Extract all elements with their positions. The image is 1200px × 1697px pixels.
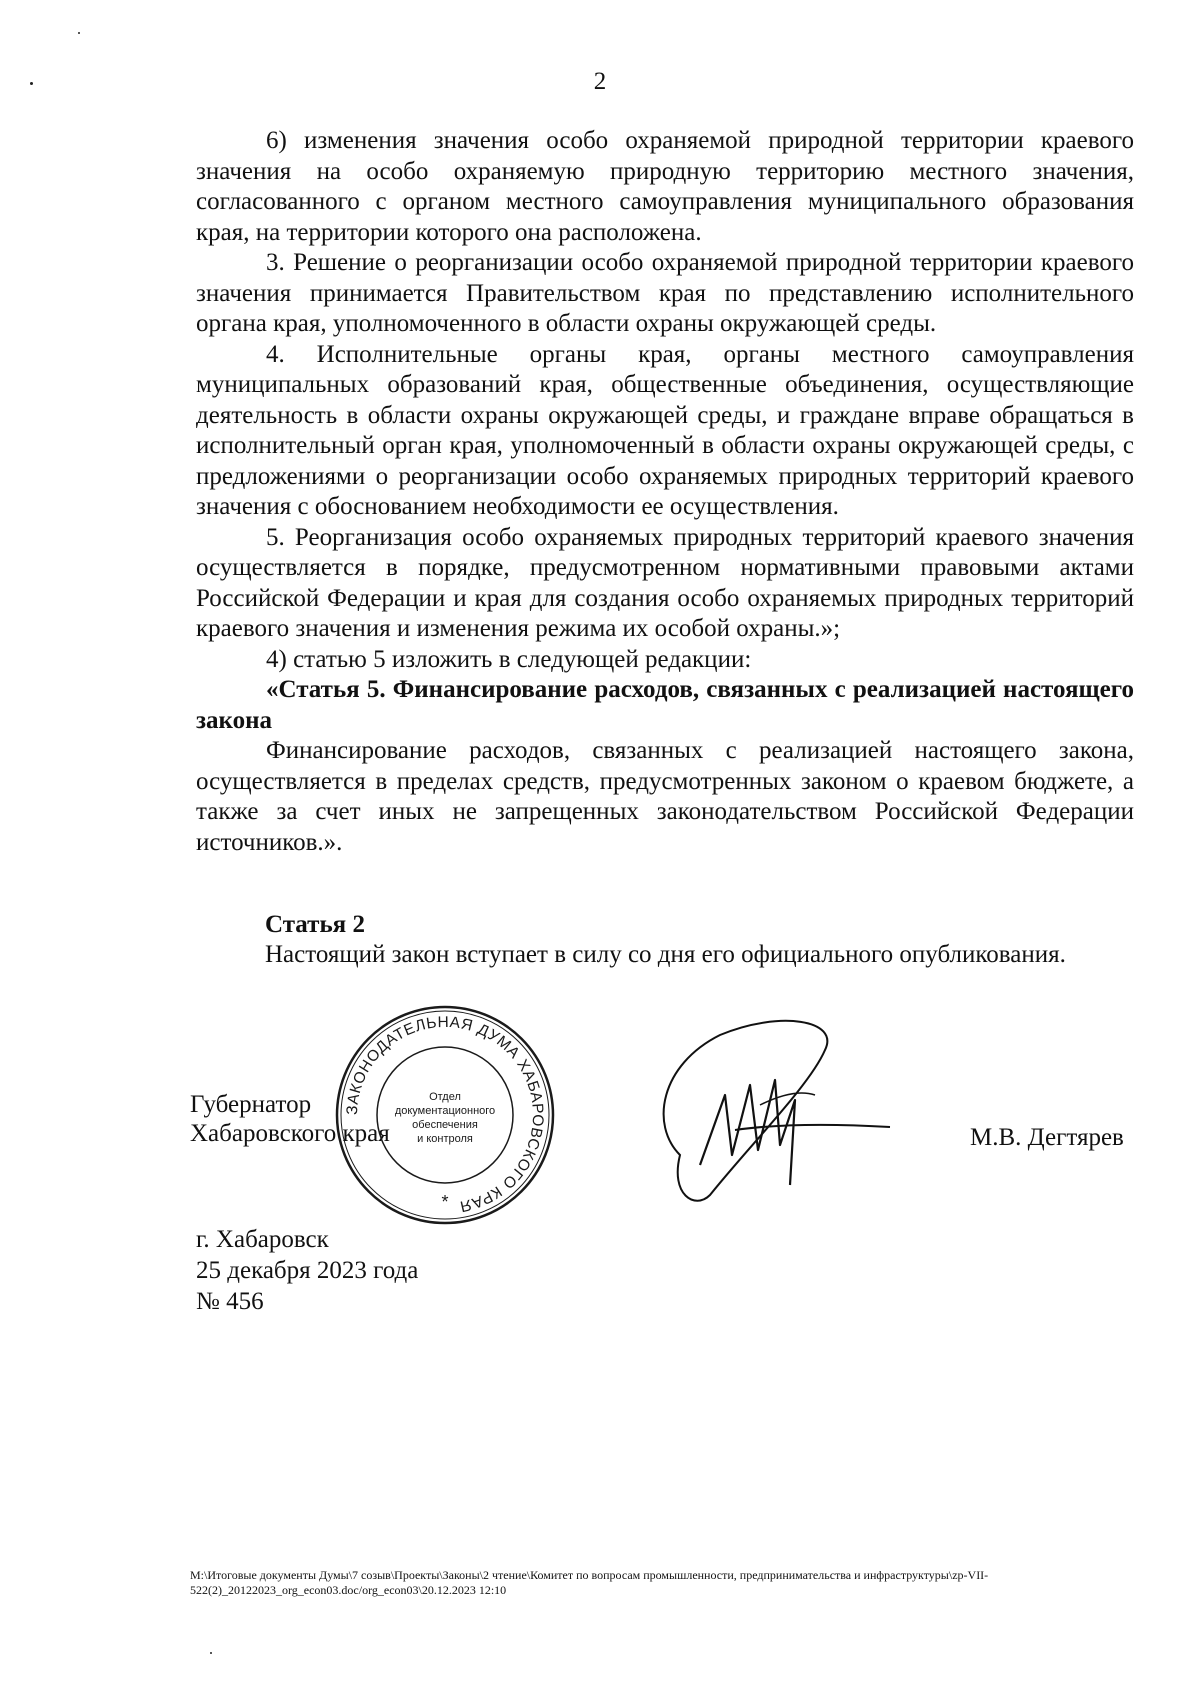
article-5-heading: «Статья 5. Финансирование расходов, связанных с реализацией настоящего закона bbox=[196, 676, 1134, 734]
stamp-center-line-4: и контроля bbox=[417, 1133, 473, 1145]
scan-speck bbox=[78, 32, 80, 34]
scan-speck bbox=[30, 82, 33, 85]
governor-title-line1: Губернатор bbox=[190, 1091, 312, 1118]
scan-speck bbox=[210, 1652, 212, 1654]
place-date-number bbox=[196, 1224, 418, 1317]
article-2-text: Настоящий закон вступает в силу со дня его официального опубликования. bbox=[265, 941, 1066, 968]
signer-name: М.В. Дегтярев bbox=[970, 1124, 1124, 1151]
governor-title-line2: Хабаровского края bbox=[190, 1120, 390, 1147]
file-path-footer: M:\Итоговые документы Думы\7 созыв\Проекты\Законы\2 чтение\Комитет по вопросам промышленности, предпринимательства и инфраструктуры\zp-VII-522(2)_20122023_org_econ03.doc/org_econ03\20.12.2023 12:10 bbox=[190, 1568, 989, 1597]
law-date: 25 декабря 2023 года bbox=[196, 1257, 419, 1284]
stamp-ring-text: ЗАКОНОДАТЕЛЬНАЯ ДУМА ХАБАРОВСКОГО КРАЯ bbox=[343, 1013, 547, 1215]
law-body-text bbox=[196, 126, 1134, 858]
city: г. Хабаровск bbox=[196, 1226, 329, 1253]
paragraph-5: 5. Реорганизация особо охраняемых природных территорий краевого значения осуществляется в порядке, предусмотренном нормативными правовыми актами Российской Федерации и края для создания особо охраняемых природных территорий краевого значения и изменения режима их особой охраны.»; bbox=[196, 523, 1134, 642]
official-stamp bbox=[330, 1000, 560, 1230]
stamp-star: * bbox=[441, 1192, 449, 1212]
paragraph-3: 3. Решение о реорганизации особо охраняемой природной территории краевого значения принимается Правительством края по представлению исполнительного органа края, уполномоченного в области охраны окружающей среды. bbox=[196, 249, 1134, 337]
law-number: № 456 bbox=[196, 1288, 264, 1315]
article-2 bbox=[265, 910, 1125, 970]
amendment-instruction: 4) статью 5 изложить в следующей редакции: bbox=[266, 645, 752, 673]
handwritten-signature bbox=[640, 1005, 900, 1215]
stamp-center-line-3: обеспечения bbox=[412, 1119, 478, 1131]
stamp-center-line-1: Отдел bbox=[429, 1091, 461, 1103]
paragraph-4: 4. Исполнительные органы края, органы местного самоуправления муниципальных образований края, общественные объединения, осуществляющие деятельность в области охраны окружающей среды, и граждане вправе обращаться в исполнительный орган края, уполномоченный в области охраны окружающей среды, с предложениями о реорганизации особо охраняемых природных территорий краевого значения с обоснованием необходимости ее осуществления. bbox=[196, 340, 1134, 520]
page-number: 2 bbox=[593, 68, 607, 95]
article-2-heading: Статья 2 bbox=[265, 911, 365, 938]
stamp-center-line-2: документационного bbox=[394, 1105, 496, 1117]
paragraph-item-6: 6) изменения значения особо охраняемой природной территории краевого значения на особо охраняемую природную территорию местного значения, согласованного с органом местного самоуправления муниципального образования края, на территории которого она расположена. bbox=[196, 127, 1134, 246]
article-5-text: Финансирование расходов, связанных с реализацией настоящего закона, осуществляется в пределах средств, предусмотренных законом о краевом бюджете, а также за счет иных не запрещенных законодательством Российской Федерации источников.». bbox=[196, 737, 1134, 856]
